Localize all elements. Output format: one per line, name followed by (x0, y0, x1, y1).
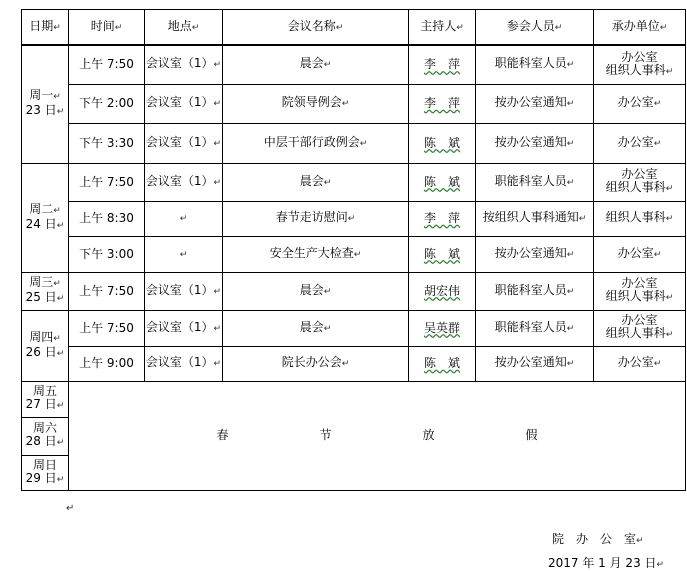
holiday-char: 假 (525, 428, 538, 442)
day-cell: 周日 29 日↵ (22, 455, 69, 490)
header-meeting-name: 会议名称↵ (223, 10, 409, 46)
paragraph-mark: ↵ (56, 438, 65, 448)
paragraph-mark: ↵ (653, 249, 662, 260)
paragraph-mark: ↵ (665, 184, 674, 194)
time-cell: 上午 7:50 (69, 310, 145, 346)
paragraph-mark: ↵ (213, 177, 222, 188)
time-cell: 下午 3:30 (69, 123, 145, 163)
schedule-body (22, 45, 686, 490)
paragraph-mark: ↵ (213, 60, 222, 71)
meeting-name-cell: 晨会↵ (223, 272, 409, 310)
time-cell: 上午 7:50 (69, 272, 145, 310)
paragraph-mark: ↵ (566, 359, 575, 369)
holiday-row (22, 381, 686, 417)
paragraph-mark: ↵ (53, 205, 61, 216)
paragraph-mark: ↵ (323, 60, 332, 71)
host-cell: 陈 斌 (409, 123, 476, 163)
paragraph-mark: ↵ (353, 249, 362, 260)
host-cell: 胡宏伟 (409, 272, 476, 310)
place-cell (145, 236, 223, 272)
day-cell: 周五 27 日↵ (22, 381, 69, 417)
attendees-cell: 按组织人事科通知↵ (476, 201, 594, 236)
organizer-cell: 办公室↵ (594, 123, 686, 163)
table-row (22, 236, 686, 272)
table-row (22, 310, 686, 346)
paragraph-mark: ↵ (53, 92, 61, 103)
organizer-cell: 办公室↵ (594, 346, 686, 381)
paragraph-mark: ↵ (53, 333, 61, 344)
holiday-char: 节 (319, 428, 332, 442)
paragraph-mark: ↵ (179, 249, 188, 260)
paragraph-mark: ↵ (341, 359, 350, 369)
meeting-name-cell: 院领导例会↵ (223, 84, 409, 123)
paragraph-mark: ↵ (566, 138, 575, 149)
holiday-char: 放 (422, 428, 435, 442)
attendees-cell: 职能科室人员↵ (476, 45, 594, 84)
holiday-char: 春 (216, 428, 229, 442)
paragraph-mark: ↵ (566, 60, 575, 71)
table-row (22, 201, 686, 236)
paragraph-mark: ↵ (566, 286, 575, 297)
header-row (22, 10, 686, 46)
paragraph-mark: ↵ (56, 294, 65, 304)
header-place: 地点↵ (145, 10, 223, 46)
host-cell: 李 萍 (409, 84, 476, 123)
day-cell: 周六 28 日↵ (22, 417, 69, 455)
paragraph-mark: ↵ (213, 286, 222, 297)
paragraph-mark: ↵ (653, 138, 662, 149)
paragraph-mark: ↵ (56, 401, 65, 411)
day-cell: 周三↵ 25 日↵ (22, 272, 69, 310)
paragraph-mark: ↵ (53, 279, 61, 289)
paragraph-mark: ↵ (665, 66, 674, 77)
host-cell: 陈 斌 (409, 346, 476, 381)
meeting-name-cell: 中层干部行政例会↵ (223, 123, 409, 163)
time-cell: 上午 8:30 (69, 201, 145, 236)
paragraph-mark: ↵ (566, 249, 575, 260)
paragraph-mark: ↵ (653, 359, 662, 369)
meeting-schedule-table (21, 9, 686, 491)
paragraph-mark: ↵ (66, 503, 75, 514)
organizer-cell: 组织人事科↵ (594, 201, 686, 236)
place-cell: 会议室（1）↵ (145, 346, 223, 381)
place-cell: 会议室（1）↵ (145, 310, 223, 346)
paragraph-mark: ↵ (359, 138, 368, 149)
meeting-name-cell: 春节走访慰问↵ (223, 201, 409, 236)
paragraph-mark: ↵ (56, 107, 65, 118)
paragraph-mark: ↵ (179, 214, 188, 224)
header-attendees: 参会人员↵ (476, 10, 594, 46)
paragraph-mark: ↵ (56, 348, 65, 359)
paragraph-mark: ↵ (213, 323, 222, 334)
organizer-cell: 办公室 组织人事科↵ (594, 272, 686, 310)
table-row (22, 84, 686, 123)
paragraph-mark: ↵ (665, 330, 674, 340)
place-cell: 会议室（1）↵ (145, 123, 223, 163)
place-cell (145, 201, 223, 236)
organizer-cell: 办公室 组织人事科↵ (594, 310, 686, 346)
footer-date: 2017 年 1 月 23 日↵ (548, 556, 665, 570)
paragraph-mark: ↵ (323, 286, 332, 297)
header-organizer: 承办单位↵ (594, 10, 686, 46)
paragraph-mark: ↵ (566, 177, 575, 188)
place-cell: 会议室（1）↵ (145, 45, 223, 84)
organizer-cell: 办公室↵ (594, 236, 686, 272)
meeting-name-cell: 晨会↵ (223, 310, 409, 346)
attendees-cell: 按办公室通知↵ (476, 84, 594, 123)
table-row (22, 163, 686, 201)
attendees-cell: 职能科室人员↵ (476, 163, 594, 201)
attendees-cell: 按办公室通知↵ (476, 236, 594, 272)
meeting-name-cell: 安全生产大检查↵ (223, 236, 409, 272)
meeting-name-cell: 院长办公会↵ (223, 346, 409, 381)
header-time: 时间↵ (69, 10, 145, 46)
attendees-cell: 按办公室通知↵ (476, 346, 594, 381)
meeting-name-cell: 晨会↵ (223, 163, 409, 201)
place-cell: 会议室（1）↵ (145, 84, 223, 123)
place-cell: 会议室（1）↵ (145, 163, 223, 201)
holiday-notice (69, 381, 686, 490)
paragraph-mark: ↵ (213, 359, 222, 369)
paragraph-mark: ↵ (665, 214, 674, 224)
time-cell: 下午 2:00 (69, 84, 145, 123)
paragraph-mark: ↵ (213, 99, 222, 109)
paragraph-mark: ↵ (323, 323, 332, 334)
paragraph-mark: ↵ (578, 214, 587, 224)
organizer-cell: 办公室 组织人事科↵ (594, 45, 686, 84)
footer-department: 院 办 公 室↵ (552, 532, 644, 546)
place-cell: 会议室（1）↵ (145, 272, 223, 310)
host-cell: 李 萍 (409, 45, 476, 84)
host-cell: 陈 斌 (409, 236, 476, 272)
paragraph-mark: ↵ (56, 474, 65, 485)
paragraph-mark: ↵ (665, 293, 674, 303)
table-row (22, 346, 686, 381)
paragraph-mark: ↵ (56, 220, 65, 231)
paragraph-mark: ↵ (323, 177, 332, 188)
time-cell: 上午 7:50 (69, 163, 145, 201)
time-cell: 上午 7:50 (69, 45, 145, 84)
paragraph-mark: ↵ (566, 323, 575, 334)
day-cell: 周四↵ 26 日↵ (22, 310, 69, 381)
attendees-cell: 职能科室人员↵ (476, 310, 594, 346)
table-row (22, 272, 686, 310)
table-row (22, 123, 686, 163)
table-row (22, 45, 686, 84)
meeting-name-cell: 晨会↵ (223, 45, 409, 84)
paragraph-mark: ↵ (653, 99, 662, 109)
host-cell: 李 萍 (409, 201, 476, 236)
day-cell: 周一↵ 23 日↵ (22, 45, 69, 163)
attendees-cell: 按办公室通知↵ (476, 123, 594, 163)
paragraph-mark: ↵ (213, 138, 222, 149)
attendees-cell: 职能科室人员↵ (476, 272, 594, 310)
paragraph-mark: ↵ (341, 99, 350, 109)
time-cell: 上午 9:00 (69, 346, 145, 381)
paragraph-mark: ↵ (566, 99, 575, 109)
header-host: 主持人↵ (409, 10, 476, 46)
organizer-cell: 办公室 组织人事科↵ (594, 163, 686, 201)
header-date: 日期↵ (22, 10, 69, 46)
organizer-cell: 办公室↵ (594, 84, 686, 123)
host-cell: 吴英群 (409, 310, 476, 346)
day-cell: 周二↵ 24 日↵ (22, 163, 69, 272)
paragraph-mark: ↵ (347, 214, 356, 224)
host-cell: 陈 斌 (409, 163, 476, 201)
time-cell: 下午 3:00 (69, 236, 145, 272)
